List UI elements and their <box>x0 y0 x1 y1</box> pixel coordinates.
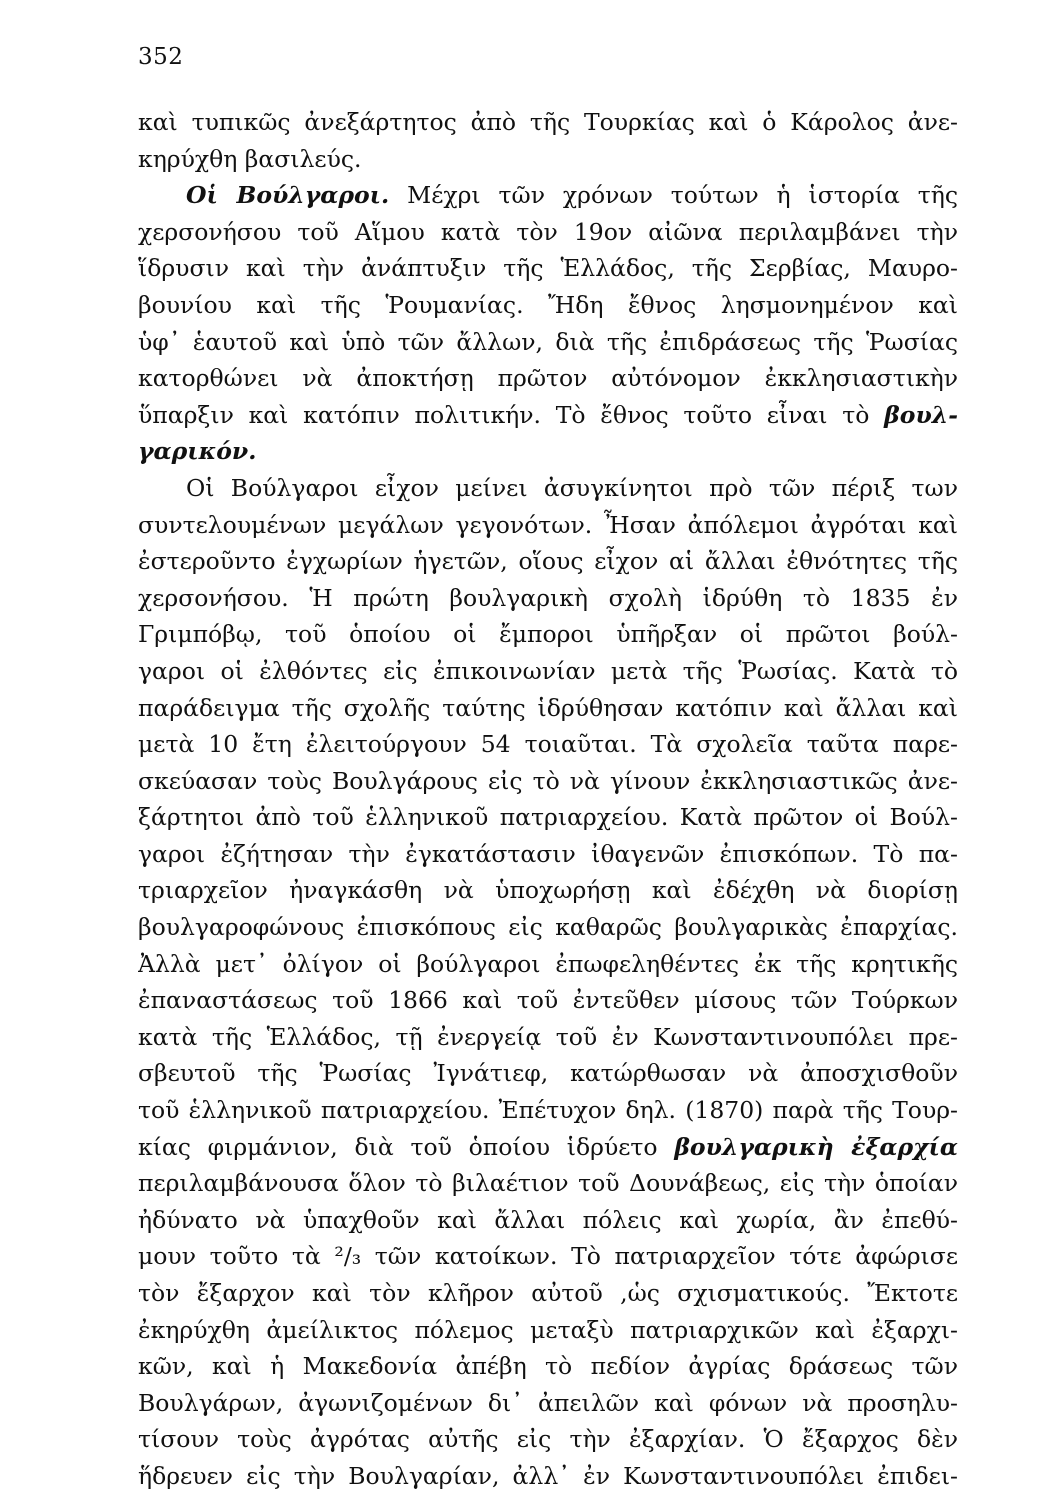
text-line <box>138 946 958 983</box>
text-line <box>138 1019 958 1056</box>
text-line <box>138 1092 958 1129</box>
text-run: γαροι οἱ ἐλθόντες εἰς ἐπικοινωνίαν μετὰ τῆς Ῥωσίας. Κατὰ τὸ <box>138 656 958 685</box>
text-run: ὕπαρξιν καὶ κατόπιν πολιτικήν. Τὸ ἔθνος τοῦτο εἶναι τὸ <box>138 400 885 429</box>
text-run: Βουλγάρων, ἀγωνιζομένων δι᾽ ἀπειλῶν καὶ φόνων νὰ προσηλυ- <box>138 1388 958 1417</box>
text-line <box>138 1421 958 1458</box>
text-run: σβευτοῦ τῆς Ῥωσίας Ἰγνάτιεφ, κατώρθωσαν νὰ ἀποσχισθοῦν <box>138 1059 958 1088</box>
text-run: κίας φιρμάνιον, διὰ τοῦ ὁποίου ἱδρύετο <box>138 1132 675 1161</box>
text-line <box>138 507 958 544</box>
text-line <box>138 1385 958 1422</box>
text-run: χερσονήσου τοῦ Αἵμου κατὰ τὸν 19ον αἰῶνα περιλαμβάνει τὴν <box>138 217 958 246</box>
text-line <box>138 763 958 800</box>
text-line <box>138 799 958 836</box>
text-run: κῶν, καὶ ἡ Μακεδονία ἀπέβη τὸ πεδίον ἀγρίας δράσεως τῶν <box>138 1352 958 1381</box>
text-run: ὑφ᾽ ἑαυτοῦ καὶ ὑπὸ τῶν ἄλλων, διὰ τῆς ἐπιδράσεως τῆς Ῥωσίας <box>138 327 958 356</box>
text-line <box>138 690 958 727</box>
text-line <box>138 141 958 178</box>
text-run: κατὰ τῆς Ἑλλάδος, τῇ ἐνεργείᾳ τοῦ ἐν Κωνσταντινουπόλει πρε- <box>138 1022 958 1051</box>
text-run: Ἀλλὰ μετ᾽ ὀλίγον οἱ βούλγαροι ἐπωφεληθέντες ἐκ τῆς κρητικῆς <box>138 949 958 978</box>
text-line <box>138 836 958 873</box>
text-run: παράδειγμα τῆς σχολῆς ταύτης ἱδρύθησαν κατόπιν καὶ ἄλλαι καὶ <box>138 693 958 722</box>
text-run: βουνίου καὶ τῆς Ῥουμανίας. Ἤδη ἔθνος λησμονημένον καὶ <box>138 290 958 319</box>
text-run: κηρύχθη βασιλεύς. <box>138 144 362 173</box>
text-line <box>138 214 958 251</box>
text-run: Γριμπόβῳ, τοῦ ὁποίου οἱ ἔμποροι ὑπῆρξαν οἱ πρῶτοι βούλ- <box>138 620 958 649</box>
text-line <box>138 726 958 763</box>
text-line <box>138 616 958 653</box>
emphasized-text: γαρικόν. <box>138 437 257 466</box>
text-run: μουν τοῦτο τὰ ²/₃ τῶν κατοίκων. Τὸ πατριαρχεῖον τότε ἀφώρισε <box>138 1242 958 1271</box>
text-run: τίσουν τοὺς ἀγρότας αὐτῆς εἰς τὴν ἐξαρχίαν. Ὁ ἔξαρχος δὲν <box>138 1425 958 1454</box>
text-line <box>138 1275 958 1312</box>
text-run: ἐκηρύχθη ἀμείλικτος πόλεμος μεταξὺ πατριαρχικῶν καὶ ἐξαρχι- <box>138 1315 958 1344</box>
page-number: 352 <box>138 44 184 70</box>
text-line <box>138 324 958 361</box>
text-line <box>138 250 958 287</box>
text-line <box>138 287 958 324</box>
text-line <box>138 1312 958 1349</box>
text-run: Οἱ Βούλγαροι εἶχον μείνει ἀσυγκίνητοι πρὸ τῶν πέριξ των <box>186 473 958 502</box>
text-line <box>138 909 958 946</box>
emphasized-text: βουλ- <box>884 400 958 429</box>
text-run: καὶ τυπικῶς ἀνεξάρτητος ἀπὸ τῆς Τουρκίας καὶ ὁ Κάρολος ἀνε- <box>138 108 958 136</box>
text-line <box>138 1055 958 1092</box>
text-run: ἠδύνατο νὰ ὑπαχθοῦν καὶ ἄλλαι πόλεις καὶ χωρία, ἂν ἐπεθύ- <box>138 1205 958 1234</box>
text-line <box>138 397 958 434</box>
text-run: τριαρχεῖον ἠναγκάσθη νὰ ὑποχωρήσῃ καὶ ἐδέχθη νὰ διορίσῃ <box>138 876 958 905</box>
text-run: σκεύασαν τοὺς Βουλγάρους εἰς τὸ νὰ γίνουν ἐκκλησιαστικῶς ἀνε- <box>138 766 958 795</box>
text-run: Μέχρι τῶν χρόνων τούτων ἡ ἱστορία τῆς <box>389 181 958 210</box>
text-run: τοῦ ἑλληνικοῦ πατριαρχείου. Ἐπέτυχον δηλ. (1870) παρὰ τῆς Τουρ- <box>138 1096 958 1125</box>
text-run: ἵδρυσιν καὶ τὴν ἀνάπτυξιν τῆς Ἑλλάδος, τῆς Σερβίας, Μαυρο- <box>138 254 958 283</box>
text-line <box>138 433 958 470</box>
text-run: περιλαμβάνουσα ὅλον τὸ βιλαέτιον τοῦ Δουνάβεως, εἰς τὴν ὁποίαν <box>138 1169 958 1198</box>
text-run: κατορθώνει νὰ ἀποκτήσῃ πρῶτον αὐτόνομον ἐκκλησιαστικὴν <box>138 364 958 393</box>
text-run: μετὰ 10 ἔτη ἐλειτούργουν 54 τοιαῦται. Τὰ σχολεῖα ταῦτα παρε- <box>138 730 958 759</box>
text-line <box>138 982 958 1019</box>
text-run: ἥδρευεν εἰς τὴν Βουλγαρίαν, ἀλλ᾽ ἐν Κωνσταντινουπόλει ἐπιδει- <box>138 1461 958 1490</box>
text-line <box>138 177 958 214</box>
emphasized-text: Οἱ Βούλγαροι. <box>186 181 390 210</box>
emphasized-text: βουλγαρικὴ ἐξαρχία <box>674 1132 958 1161</box>
body-text <box>138 104 958 1495</box>
text-run: γαροι ἐζήτησαν τὴν ἐγκατάστασιν ἰθαγενῶν ἐπισκόπων. Τὸ πα- <box>138 839 958 868</box>
text-run: συντελουμένων μεγάλων γεγονότων. Ἦσαν ἀπόλεμοι ἀγρόται καὶ <box>138 510 958 539</box>
text-line <box>138 653 958 690</box>
text-run: βουλγαροφώνους ἐπισκόπους εἰς καθαρῶς βουλγαρικὰς ἐπαρχίας. <box>138 913 958 942</box>
text-run: χερσονήσου. Ἡ πρώτη βουλγαρικὴ σχολὴ ἱδρύθη τὸ 1835 ἐν <box>138 583 958 612</box>
text-line <box>138 360 958 397</box>
text-line <box>138 1165 958 1202</box>
text-line <box>138 872 958 909</box>
text-line <box>138 543 958 580</box>
text-run: ἐπαναστάσεως τοῦ 1866 καὶ τοῦ ἐντεῦθεν μίσους τῶν Τούρκων <box>138 986 958 1015</box>
text-line <box>138 1458 958 1495</box>
text-line <box>138 1348 958 1385</box>
text-line <box>138 470 958 507</box>
text-line <box>138 1202 958 1239</box>
text-line <box>138 580 958 617</box>
text-line <box>138 1129 958 1166</box>
text-run: ἐστεροῦντο ἐγχωρίων ἡγετῶν, οἵους εἶχον αἱ ἄλλαι ἐθνότητες τῆς <box>138 547 958 576</box>
text-line <box>138 1238 958 1275</box>
text-run: τὸν ἔξαρχον καὶ τὸν κλῆρον αὐτοῦ ,ὡς σχισματικούς. Ἔκτοτε <box>138 1279 958 1307</box>
text-run: ξάρτητοι ἀπὸ τοῦ ἑλληνικοῦ πατριαρχείου. Κατὰ πρῶτον οἱ Βούλ- <box>138 803 958 832</box>
text-line <box>138 104 958 141</box>
